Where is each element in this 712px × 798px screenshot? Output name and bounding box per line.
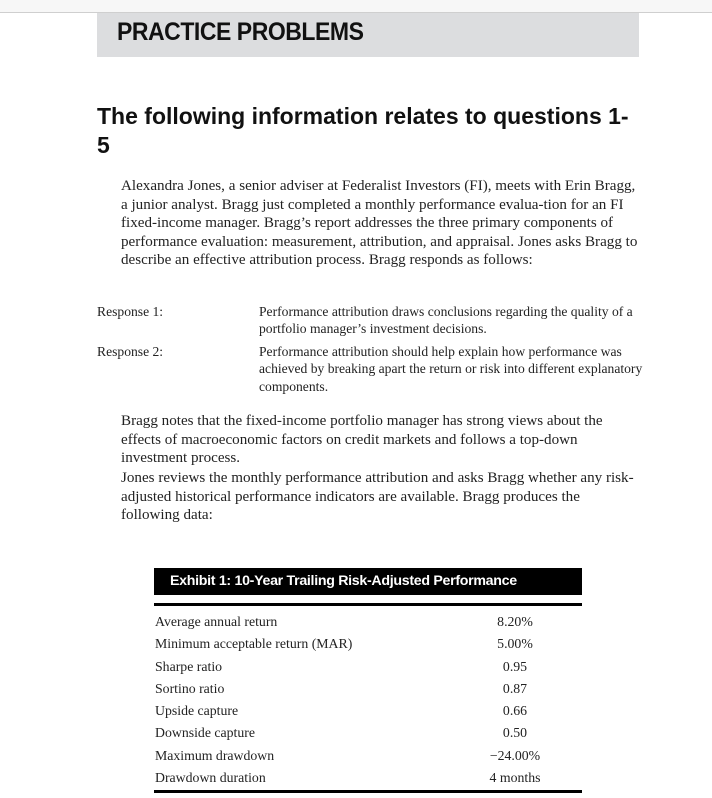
metric-label: Upside capture (155, 703, 239, 719)
section-title: PRACTICE PROBLEMS (117, 18, 364, 46)
table-row (154, 723, 582, 745)
metric-label: Minimum acceptable return (MAR) (155, 636, 353, 652)
section-banner (97, 13, 639, 57)
metric-value: 0.95 (502, 658, 528, 674)
metric-label: Sharpe ratio (155, 658, 223, 674)
metric-label: Drawdown duration (155, 770, 266, 786)
metric-label: Average annual return (155, 614, 278, 629)
metric-value: −24.00% (489, 747, 541, 763)
question-set-heading: The following information relates to questions 1-5 (97, 103, 629, 158)
viewer-top-bar (0, 0, 712, 13)
table-row (154, 768, 582, 790)
exhibit-header (154, 568, 582, 595)
intro-paragraph: Alexandra Jones, a senior adviser at Federalist Investors (FI), meets with Erin Bragg, a junior analyst. Bragg just completed a monthly performance evalua-tion for an FI fixed-income manager. Bragg’s report addresses the three primary components of performance evaluation: measurement, attribution, and appraisal. Jones asks Bragg to describe an effective attribution process. Bragg responds as follows: (121, 178, 638, 269)
metric-value: 8.20% (497, 614, 533, 629)
table-row (154, 679, 582, 701)
table-row (154, 746, 582, 768)
response-text: Performance attribution should help explain how performance was achieved by breaking apart the return or risk into different explanatory components. (259, 344, 643, 394)
metric-label: Maximum drawdown (155, 747, 275, 763)
notes-paragraph: Bragg notes that the fixed-income portfolio manager has strong views about the effects of macroeconomic factors on credit markets and follows a top-down investment process. (121, 413, 603, 467)
exhibit-table (154, 612, 582, 790)
table-row (154, 612, 582, 634)
metric-label: Sortino ratio (155, 680, 225, 696)
response-text: Performance attribution draws conclusions regarding the quality of a portfolio manager’s investment decisions. (259, 304, 633, 337)
metric-value: 5.00% (497, 636, 533, 652)
exhibit-title: Exhibit 1: 10-Year Trailing Risk-Adjusted Performance (170, 573, 517, 589)
table-row (154, 657, 582, 679)
response-label: Response 1: (97, 304, 164, 319)
table-bottom-rule (154, 790, 582, 793)
metric-value: 0.87 (502, 680, 528, 696)
metric-value: 0.66 (502, 703, 528, 719)
response-label: Response 2: (97, 344, 164, 359)
table-row (154, 634, 582, 656)
table-row (154, 701, 582, 723)
metric-label: Downside capture (155, 725, 255, 741)
data-request-paragraph: Jones reviews the monthly performance attribution and asks Bragg whether any risk-adjusted historical performance indicators are available. Bragg produces the following data: (121, 470, 634, 524)
table-top-rule (154, 603, 582, 606)
metric-value: 0.50 (502, 725, 528, 741)
metric-value: 4 months (489, 770, 541, 786)
